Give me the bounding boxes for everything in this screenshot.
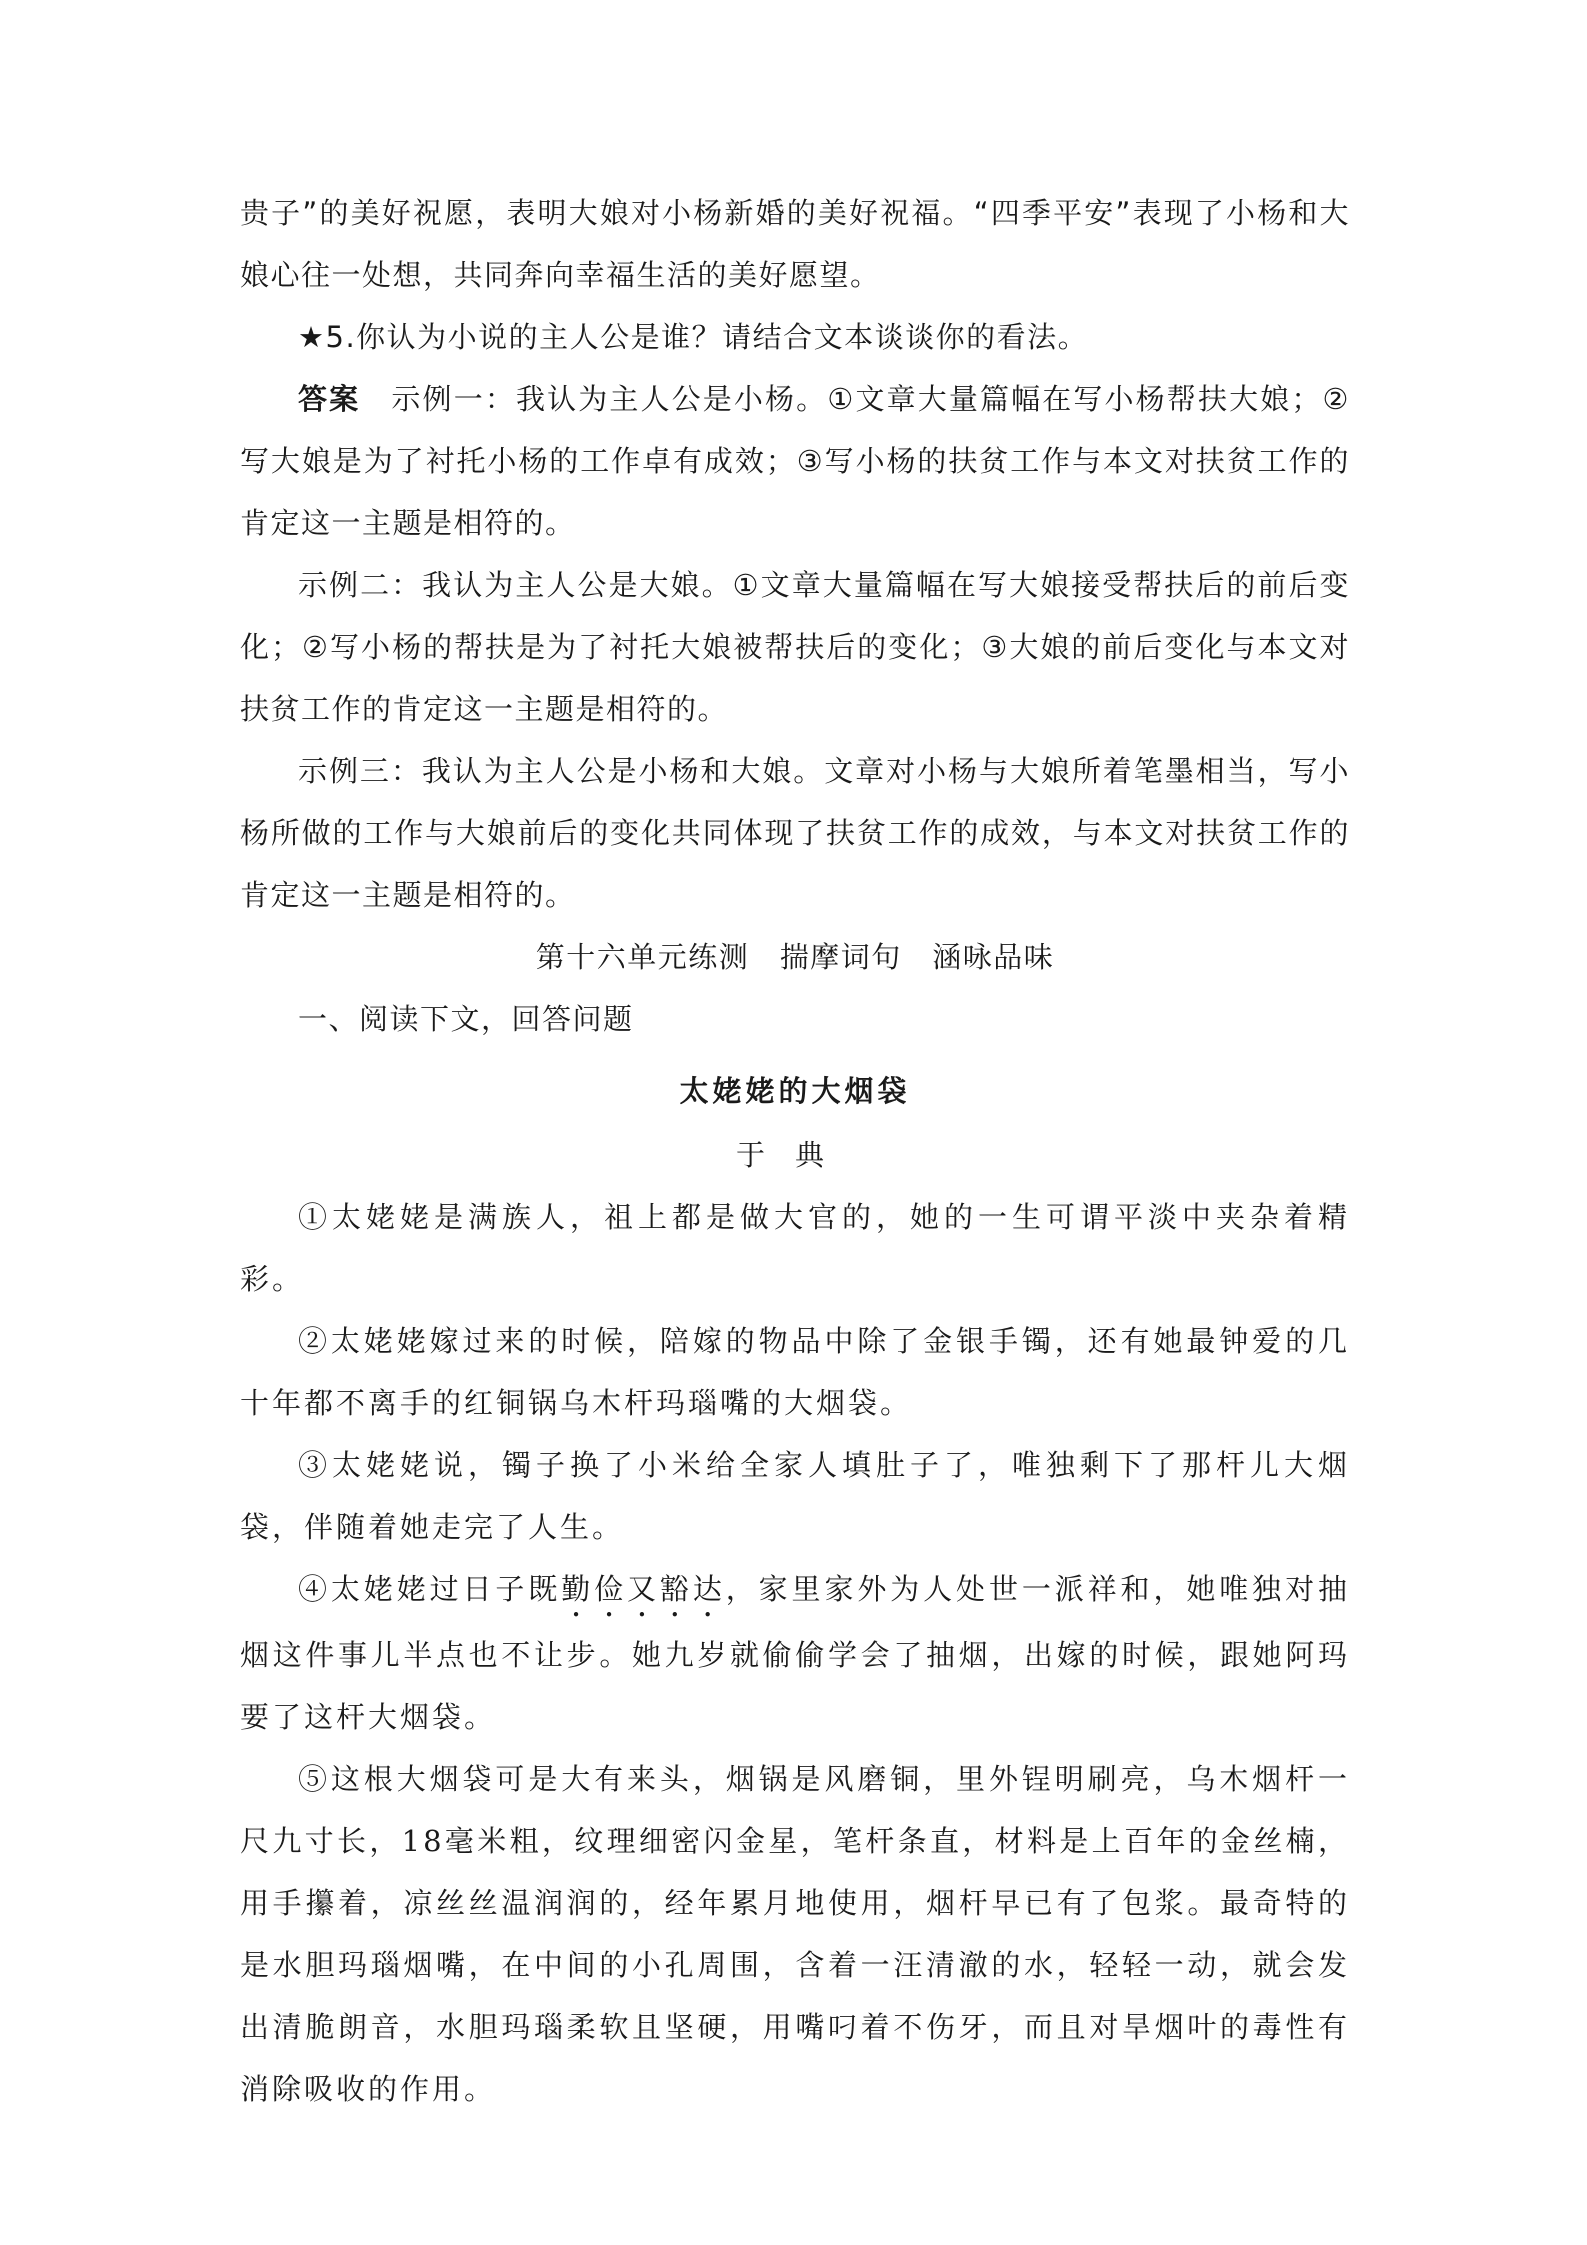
section-heading: 一、阅读下文，回答问题	[298, 1002, 634, 1036]
story-paragraph-3: ③太姥姥说，镯子换了小米给全家人填肚子了，唯独剩下了那杆儿大烟袋，伴随着她走完了人生。	[240, 1448, 1350, 1544]
emphasized-phrase: 勤俭又豁达	[561, 1572, 726, 1606]
page-content	[240, 182, 1350, 2120]
answer-example-1-text: 示例一：我认为主人公是小杨。①文章大量篇幅在写小杨帮扶大娘；②写大娘是为了衬托小杨的工作卓有成效；③写小杨的扶贫工作与本文对扶贫工作的肯定这一主题是相符的。	[240, 382, 1350, 540]
answer-example-3: 示例三：我认为主人公是小杨和大娘。文章对小杨与大娘所着笔墨相当，写小杨所做的工作与大娘前后的变化共同体现了扶贫工作的成效，与本文对扶贫工作的肯定这一主题是相符的。	[240, 754, 1350, 912]
story-paragraph-5: ⑤这根大烟袋可是大有来头，烟锅是风磨铜，里外锃明刷亮，乌木烟杆一尺九寸长，18毫米粗，纹理细密闪金星，笔杆条直，材料是上百年的金丝楠，用手攥着，凉丝丝温润润的，经年累月地使用，烟杆早已有了包浆。最奇特的是水胆玛瑙烟嘴，在中间的小孔周围，含着一汪清澈的水，轻轻一动，就会发出清脆朗音，水胆玛瑙柔软且坚硬，用嘴叼着不伤牙，而且对旱烟叶的毒性有消除吸收的作用。	[240, 1762, 1350, 2106]
answer-example-2: 示例二：我认为主人公是大娘。①文章大量篇幅在写大娘接受帮扶后的前后变化；②写小杨的帮扶是为了衬托大娘被帮扶后的变化；③大娘的前后变化与本文对扶贫工作的肯定这一主题是相符的。	[240, 568, 1350, 726]
question-5: ★5.你认为小说的主人公是谁？请结合文本谈谈你的看法。	[298, 320, 1089, 354]
answer-paragraph-tail: 贵子”的美好祝愿，表明大娘对小杨新婚的美好祝福。“四季平安”表现了小杨和大娘心往一处想，共同奔向幸福生活的美好愿望。	[240, 196, 1350, 292]
answer-label: 答案	[298, 382, 361, 416]
unit-title: 第十六单元练测 揣摩词句 涵咏品味	[535, 940, 1055, 974]
story-author: 于典	[735, 1138, 854, 1172]
story-paragraph-2: ②太姥姥嫁过来的时候，陪嫁的物品中除了金银手镯，还有她最钟爱的几十年都不离手的红铜锅乌木杆玛瑙嘴的大烟袋。	[240, 1324, 1350, 1420]
story-paragraph-4-end: ，家里家外为人处世一派祥和，她唯独对抽烟这件事儿半点也不让步。她九岁就偷偷学会了抽烟，出嫁的时候，跟她阿玛要了这杆大烟袋。	[240, 1572, 1350, 1734]
story-paragraph-4	[240, 1558, 1350, 1748]
story-paragraph-4-start: ④太姥姥过日子既	[298, 1572, 562, 1606]
answer-example-1	[240, 368, 1350, 554]
story-title: 太姥姥的大烟袋	[679, 1074, 911, 1108]
story-paragraph-1: ①太姥姥是满族人，祖上都是做大官的，她的一生可谓平淡中夹杂着精彩。	[240, 1200, 1350, 1296]
